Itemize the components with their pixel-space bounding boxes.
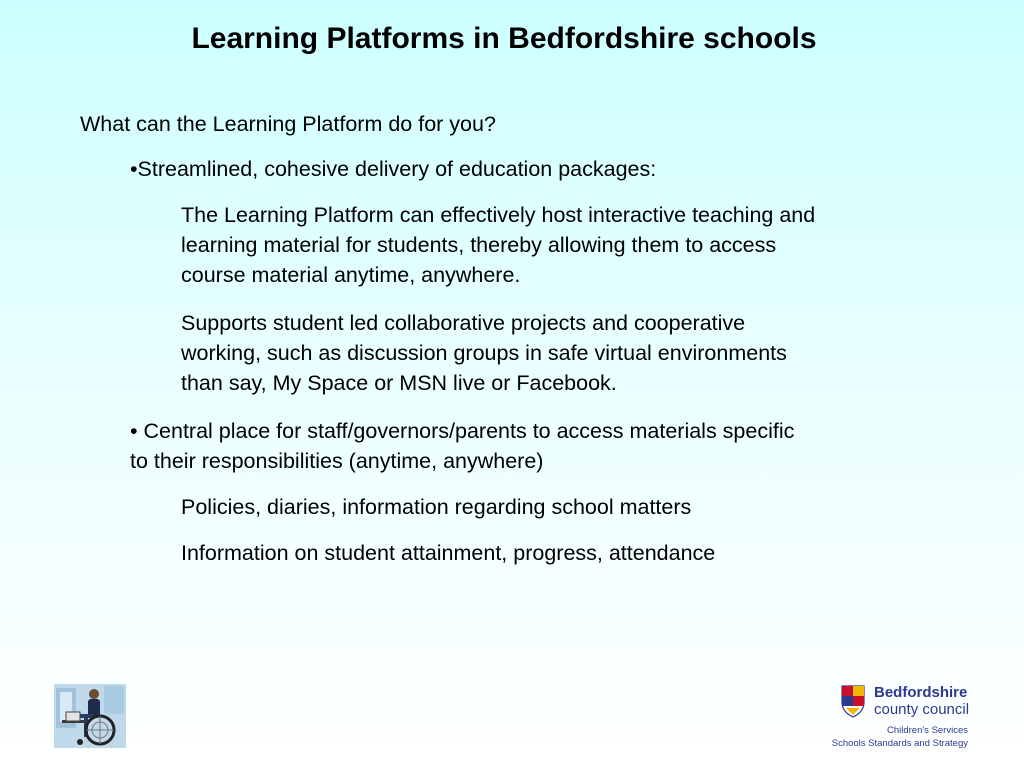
sub-collaborative-line-2: working, such as discussion groups in safe virtual environments xyxy=(181,341,787,365)
bullet-central-line-2: to their responsibilities (anytime, anywhere) xyxy=(130,449,544,473)
sub-hosting-line-3: course material anytime, anywhere. xyxy=(181,263,521,287)
logo-name: Bedfordshire xyxy=(874,684,968,701)
slide-title: Learning Platforms in Bedfordshire schools xyxy=(191,22,817,55)
sub-hosting-line-2: learning material for students, thereby allowing them to access xyxy=(181,233,777,257)
sub-collaborative-line-1: Supports student led collaborative projects and cooperative xyxy=(181,311,746,335)
sub-student-info: Information on student attainment, progress, attendance xyxy=(181,541,716,565)
sub-policies: Policies, diaries, information regarding school matters xyxy=(181,495,692,519)
sub-collaborative-line-3: than say, My Space or MSN live or Facebook. xyxy=(181,371,617,395)
dept-line-1: Children's Services xyxy=(886,725,968,736)
bullet-streamlined: •Streamlined, cohesive delivery of education packages: xyxy=(130,157,657,181)
department-label xyxy=(832,724,968,750)
logo-subtitle: county council xyxy=(874,701,970,718)
bedfordshire-crest-icon xyxy=(840,684,866,718)
sub-hosting-line-1: The Learning Platform can effectively host interactive teaching and xyxy=(181,203,816,227)
dept-line-2: Schools Standards and Strategy xyxy=(831,738,968,749)
intro-question: What can the Learning Platform do for you? xyxy=(80,112,496,136)
person-in-wheelchair-at-computer-icon xyxy=(54,684,126,748)
bullet-central-line-1: • Central place for staff/governors/parents to access materials specific xyxy=(130,419,795,443)
